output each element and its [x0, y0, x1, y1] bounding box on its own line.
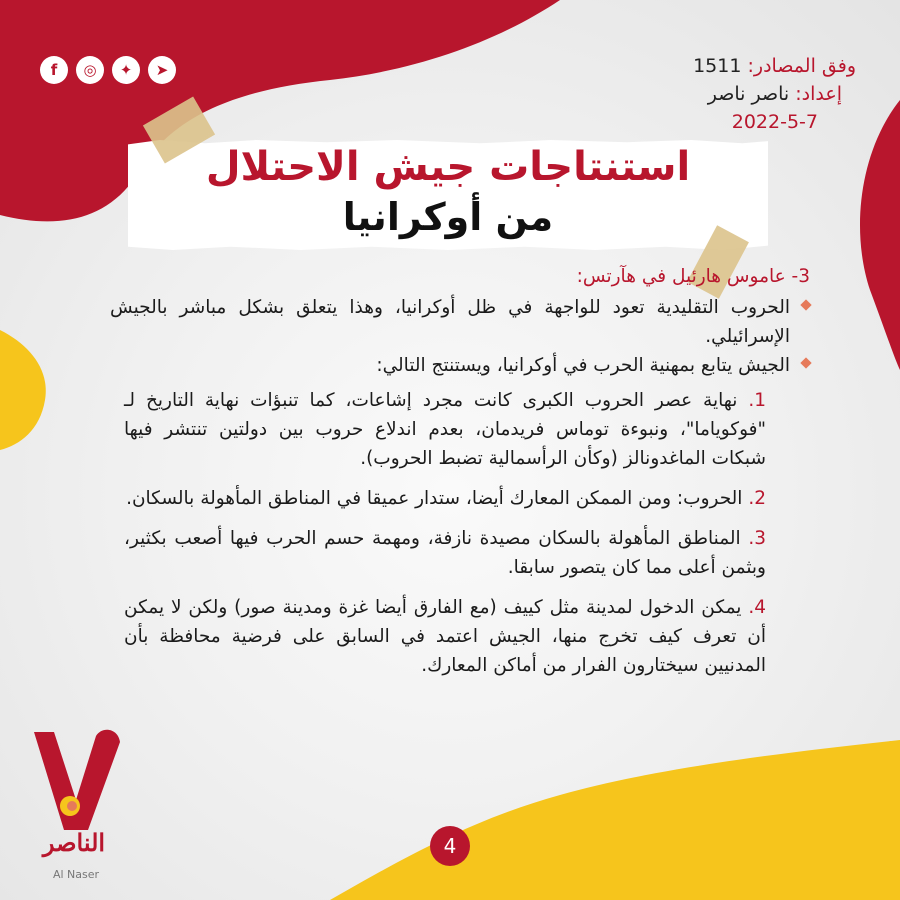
prepared-label: إعداد:: [795, 83, 842, 105]
section-heading: 3- عاموس هارئيل في هآرتس:: [576, 266, 810, 287]
logo-arabic-text: الناصر: [42, 828, 106, 857]
point-text: المناطق المأهولة بالسكان مصيدة نازفة، ومهمة حسم الحرب فيها أصعب بكثير، وبثمن أعلى مما كان يتصور سابقا.: [124, 528, 766, 578]
logo-v-mark: [34, 730, 120, 830]
numbered-point: [110, 524, 810, 582]
sources-label: وفق المصادر:: [747, 55, 856, 77]
telegram-icon[interactable]: ➤: [148, 56, 176, 84]
numbered-point: [110, 593, 810, 680]
meta-block: [596, 52, 856, 136]
point-text: نهاية عصر الحروب الكبرى كانت مجرد إشاعات، كما تنبؤات نهاية التاريخ لـ "فوكوياما"، ونبوءة توماس فريدمان، بعدم اندلاع حروب بين دولتين تنتشر فيها شبكات الماغدونالز (وكأن الرأسمالية تضبط الحروب).: [124, 390, 766, 469]
point-number: 1.: [748, 390, 766, 411]
point-text: يمكن الدخول لمدينة مثل كييف (مع الفارق أيضا غزة ومدينة صور) ولكن لا يمكن أن تعرف كيف تخرج منها، الجيش اعتمد في السابق على فرضية محافظة بأن المدنيين سيختارون الفرار من أماكن المعارك.: [124, 597, 766, 676]
numbered-point: [110, 484, 810, 513]
prepared-value: ناصر ناصر: [707, 83, 790, 105]
sources-value: 1511: [693, 55, 742, 77]
title-line-1: استنتاجات جيش الاحتلال: [205, 144, 691, 190]
diamond-bullet-icon: [800, 299, 811, 310]
prepared-line: [596, 80, 856, 108]
logo-orange-dot-inner: [67, 801, 77, 811]
logo-latin-text: Al Naser: [52, 868, 100, 881]
instagram-icon[interactable]: ◎: [76, 56, 104, 84]
numbered-point: [110, 386, 810, 473]
article-body: [110, 262, 810, 691]
bullet-text: الحروب التقليدية تعود للواجهة في ظل أوكرانيا، وهذا يتعلق بشكل مباشر بالجيش الإسرائيلي.: [110, 297, 790, 347]
left-yellow-blob: [0, 330, 46, 450]
bullet-item: [110, 351, 810, 380]
twitter-icon[interactable]: ✦: [112, 56, 140, 84]
bullet-item: [110, 293, 810, 351]
point-text: الحروب: ومن الممكن المعارك أيضا، ستدار عميقا في المناطق المأهولة بالسكان.: [126, 488, 743, 509]
right-red-blob: [860, 100, 900, 370]
sources-line: [596, 52, 856, 80]
page-number-badge: 4: [430, 826, 470, 866]
point-number: 3.: [748, 528, 766, 549]
title-line-2: من أوكرانيا: [342, 195, 554, 239]
bottom-right-yellow-blob: [330, 740, 900, 900]
point-number: 2.: [748, 488, 766, 509]
social-icons: [40, 56, 176, 84]
bullet-text: الجيش يتابع بمهنية الحرب في أوكرانيا، ويستنتج التالي:: [376, 355, 790, 376]
date: 2022-5-7: [731, 111, 818, 133]
point-number: 4.: [748, 597, 766, 618]
facebook-icon[interactable]: f: [40, 56, 68, 84]
diamond-bullet-icon: [800, 357, 811, 368]
